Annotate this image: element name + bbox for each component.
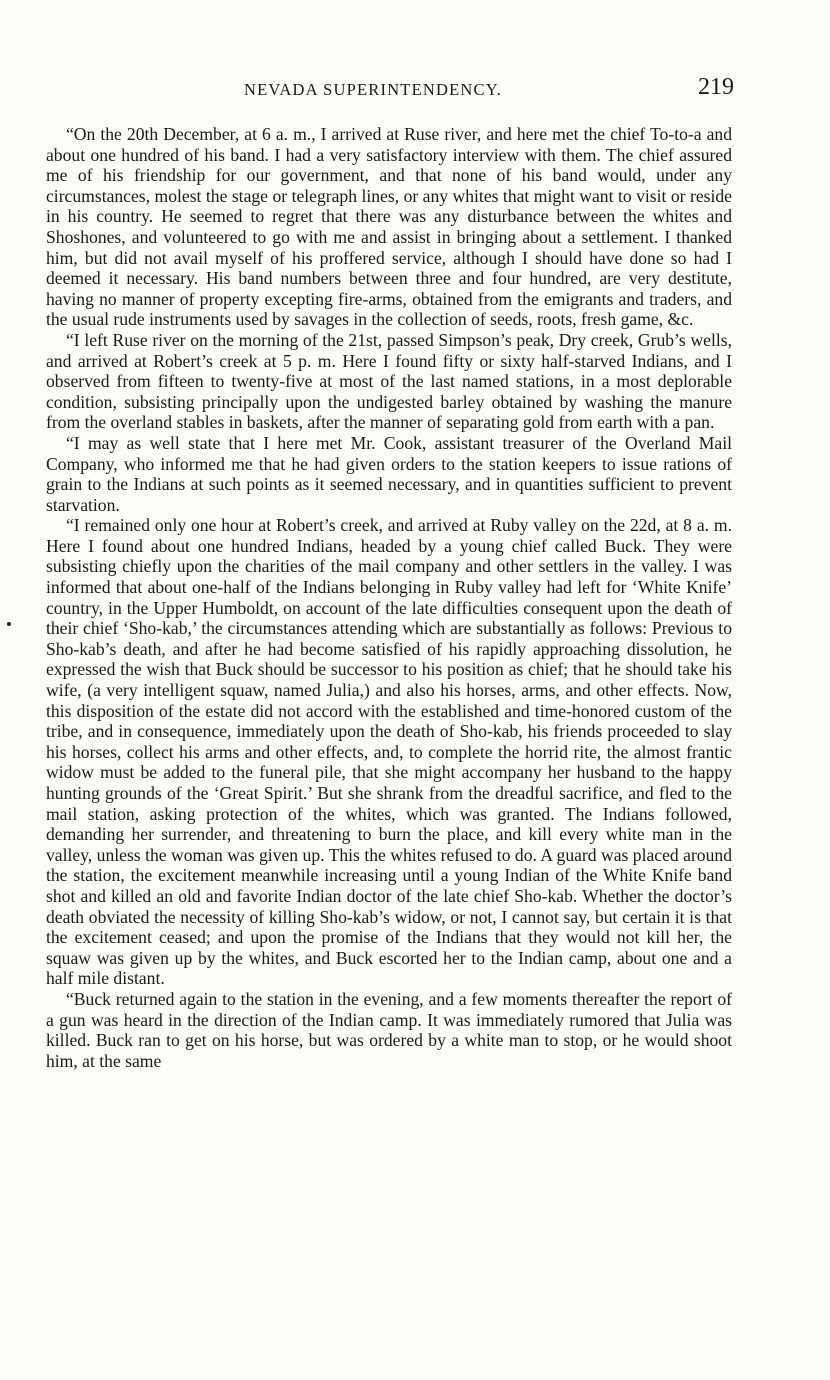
page-number: 219 xyxy=(698,74,734,100)
paragraph-ruby-valley: “I remained only one hour at Robert’s creek, and arrived at Ruby valley on the 22d, at 8 a. m. Here I found about one hundred Indians, headed by a young chief called Buck. They were subsisting chiefly upon the charities of the mail company and other settlers in the valley. I was informed that about one-half of the Indians belonging in Ruby valley had left for ‘White Knife’ country, in the Upper Humboldt, on account of the late difficulties consequent upon the death of their chief ‘Sho-kab,’ the circumstances attending which are substantially as follows: Previous to Sho-kab’s death, and after he had become satisfied of his rapidly approaching dissolution, he expressed the wish that Buck should be successor to his position as chief; that he should take his wife, (a very intelligent squaw, named Julia,) and also his horses, arms, and other effects. Now, this disposition of the estate did not accord with the established and time-honored custom of the tribe, and in consequence, immediately upon the death of Sho-kab, his friends proceeded to slay his horses, collect his arms and other effects, and, to complete the horrid rite, the almost frantic widow must be added to the funeral pile, that she might accompany her husband to the happy hunting grounds of the ‘Great Spirit.’ But she shrank from the dreadful sacrifice, and fled to the mail station, asking protection of the whites, which was granted. The Indians followed, demanding her surrender, and threatening to burn the place, and kill every white man in the valley, unless the woman was given up. This the whites refused to do. A guard was placed around the station, the excitement meanwhile increasing until a young Indian of the White Knife band shot and killed an old and favorite Indian doctor of the late chief Sho-kab. Whether the doctor’s death obviated the necessity of killing Sho-kab’s widow, or not, I cannot say, but certain it is that the excitement ceased; and upon the promise of the Indians that they would not kill her, the squaw was given up by the whites, and Buck escorted her to the Indian camp, about one and a half mile distant. xyxy=(46,515,732,989)
paragraph-buck-returned: “Buck returned again to the station in the evening, and a few moments thereafter the report of a gun was heard in the direction of the Indian camp. It was immediately rumored that Julia was killed. Buck ran to get on his horse, but was ordered by a white man to stop, or he would shoot him, at the same xyxy=(46,988,732,1071)
paragraph-ruse-river-arrival: “On the 20th December, at 6 a. m., I arrived at Ruse river, and here met the chief To-to-a and about one hundred of his band. I had a very satisfactory interview with them. The chief assured me of his friendship for our government, and that none of his band would, under any circumstances, molest the stage or telegraph lines, or any whites that might want to visit or reside in his country. He seemed to regret that there was any disturbance between the whites and Shoshones, and volunteered to go with me and assist in bringing about a settlement. I thanked him, but did not avail myself of his proffered service, although I should have done so had I deemed it necessary. His band numbers between three and four hundred, are very destitute, having no manner of property excepting fire-arms, obtained from the emigrants and traders, and the usual rude instruments used by savages in the collection of seeds, roots, fresh game, &c. xyxy=(46,124,732,330)
margin-dot-mark xyxy=(7,622,11,626)
page-header xyxy=(44,74,734,106)
paragraph-mr-cook: “I may as well state that I here met Mr. Cook, assistant treasurer of the Overland Mail Company, who informed me that he had given orders to the station keepers to issue rations of grain to the Indians at such points as it seemed necessary, and in quantities sufficient to prevent starvation. xyxy=(46,432,732,515)
paragraph-roberts-creek: “I left Ruse river on the morning of the 21st, passed Simpson’s peak, Dry creek, Grub’s wells, and arrived at Robert’s creek at 5 p. m. Here I found fifty or sixty half-starved Indians, and I observed from fifteen to twenty-five at most of the last named stations, in a most deplorable condition, subsisting principally upon the undigested barley obtained by washing the manure from the overland stables in baskets, after the manner of separating gold from earth with a pan. xyxy=(46,329,732,433)
body-text xyxy=(46,124,732,1071)
running-title: NEVADA SUPERINTENDENCY. xyxy=(244,80,503,99)
